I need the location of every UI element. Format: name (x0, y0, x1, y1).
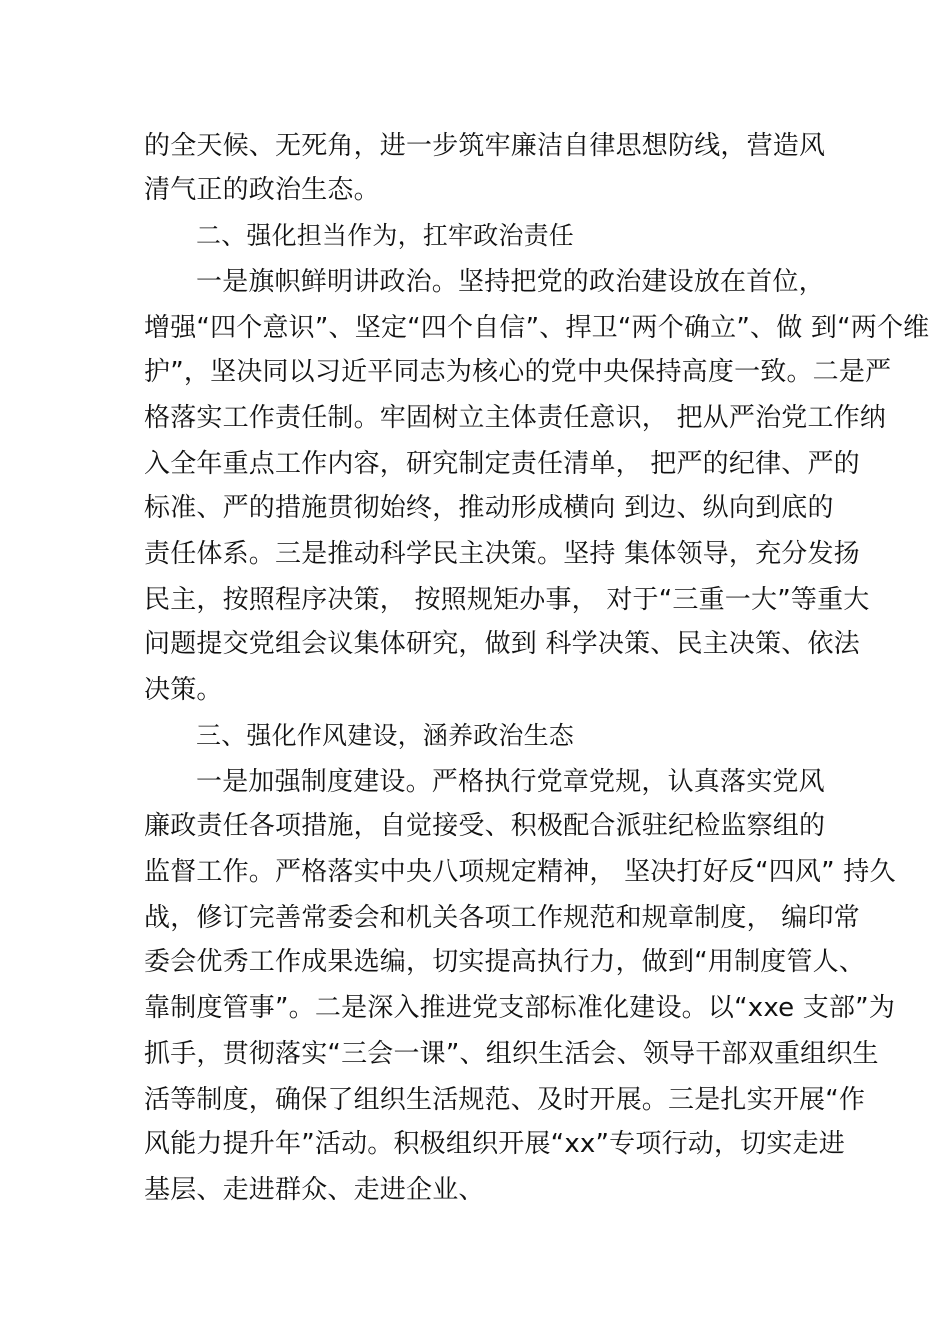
body-line: 抓手，贯彻落实“三会一课”、组织生活会、领导干部双重组织生 (144, 1039, 879, 1069)
body-line: 活等制度，确保了组织生活规范、及时开展。三是扎实开展“作 (144, 1085, 866, 1115)
body-line: 战，修订完善常委会和机关各项工作规范和规章制度， 编印常 (144, 903, 860, 933)
body-line: 清气正的政治生态。 (144, 175, 380, 205)
body-line: 靠制度管事”。二是深入推进党支部标准化建设。以“xxe 支部”为 (144, 993, 896, 1023)
body-line: 廉政责任各项措施，自觉接受、积极配合派驻纪检监察组的 (144, 811, 826, 841)
body-line: 决策。 (144, 675, 223, 705)
body-line: 一是加强制度建设。严格执行党章党规，认真落实党风 (196, 767, 825, 797)
body-line: 的全天候、无死角，进一步筑牢廉洁自律思想防线，营造风 (144, 131, 826, 161)
body-line: 责任体系。三是推动科学民主决策。坚持 集体领导，充分发扬 (144, 539, 860, 569)
section-heading: 三、强化作风建设，涵养政治生态 (196, 721, 575, 750)
body-line: 基层、走进群众、走进企业、 (144, 1175, 485, 1205)
body-line: 问题提交党组会议集体研究，做到 科学决策、民主决策、依法 (144, 629, 860, 659)
body-line: 增强“四个意识”、坚定“四个自信”、捍卫“两个确立”、做 到“两个维 (144, 313, 930, 343)
section-heading: 二、强化担当作为，扛牢政治责任 (196, 221, 575, 250)
body-line: 入全年重点工作内容，研究制定责任清单， 把严的纪律、严的 (144, 449, 860, 479)
body-line: 一是旗帜鲜明讲政治。坚持把党的政治建设放在首位， (196, 267, 825, 297)
body-line: 风能力提升年”活动。积极组织开展“xx”专项行动，切实走进 (144, 1129, 845, 1159)
body-line: 民主，按照程序决策， 按照规矩办事， 对于“三重一大”等重大 (144, 585, 870, 615)
body-line: 格落实工作责任制。牢固树立主体责任意识， 把从严治党工作纳 (144, 403, 887, 433)
body-line: 委会优秀工作成果选编，切实提高执行力，做到“用制度管人、 (144, 947, 866, 977)
body-line: 护”，坚决同以习近平同志为核心的党中央保持高度一致。二是严 (144, 357, 892, 387)
body-line: 监督工作。严格落实中央八项规定精神， 坚决打好反“四风” 持久 (144, 857, 896, 887)
body-line: 标准、严的措施贯彻始终，推动形成横向 到边、纵向到底的 (144, 493, 834, 523)
